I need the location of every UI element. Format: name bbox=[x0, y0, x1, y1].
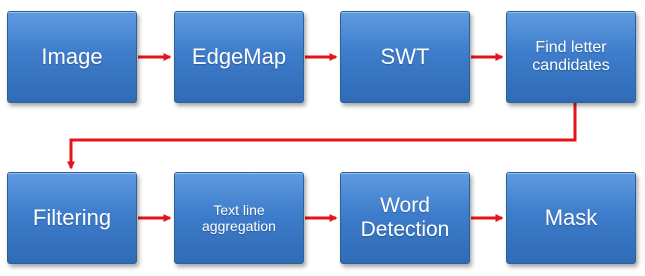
node-swt-label: SWT bbox=[380, 44, 430, 70]
node-find-letter-candidates-line2: candidates bbox=[532, 57, 610, 74]
node-text-line-aggregation-line1: Text line bbox=[213, 201, 265, 218]
node-word-detection bbox=[340, 172, 470, 264]
node-find-letter-candidates-line1: Find letter bbox=[535, 38, 607, 56]
node-filtering bbox=[7, 172, 137, 264]
node-find-letter-candidates bbox=[506, 11, 636, 103]
node-word-detection-line2: Detection bbox=[360, 218, 450, 241]
node-mask bbox=[506, 172, 636, 264]
arrow-find-letter-candidates-to-filtering bbox=[71, 103, 575, 168]
node-word-detection-line1: Word bbox=[380, 193, 430, 217]
node-edgemap bbox=[174, 11, 304, 103]
node-mask-label: Mask bbox=[544, 205, 598, 231]
node-image-label: Image bbox=[41, 44, 103, 70]
node-edgemap-label: EdgeMap bbox=[191, 44, 287, 70]
node-text-line-aggregation-line2: aggregation bbox=[202, 218, 276, 234]
node-text-line-aggregation bbox=[174, 172, 304, 264]
node-filtering-label: Filtering bbox=[32, 205, 112, 231]
node-swt bbox=[340, 11, 470, 103]
node-image bbox=[7, 11, 137, 103]
